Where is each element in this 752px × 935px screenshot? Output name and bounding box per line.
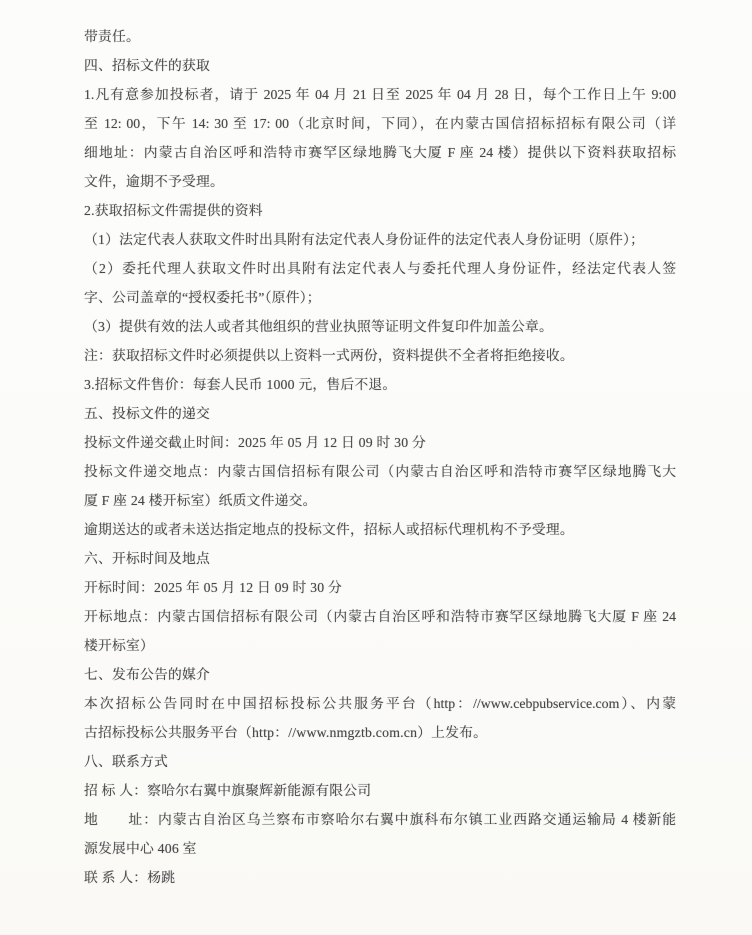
text-line: 古招标投标公共服务平台（http：//www.nmgztb.com.cn）上发布。 bbox=[84, 725, 488, 740]
section-heading: 五、投标文件的递交 bbox=[84, 406, 210, 421]
text-line: 带责任。 bbox=[84, 29, 140, 44]
text-line: 1.凡有意参加投标者，请于 2025 年 04 月 21 日至 2025 年 04 月 28 日，每个工作日上午 9:00 bbox=[84, 87, 676, 102]
text-line: 厦 F 座 24 楼开标室）纸质文件递交。 bbox=[84, 493, 317, 508]
text-line: 细地址：内蒙古自治区呼和浩特市赛罕区绿地腾飞大厦 F 座 24 楼）提供以下资料获取招标 bbox=[84, 145, 676, 160]
text-line: 地 址：内蒙古自治区乌兰察布市察哈尔右翼中旗科布尔镇工业西路交通运输局 4 楼新能 bbox=[84, 812, 676, 827]
text-line: 2.获取招标文件需提供的资料 bbox=[84, 203, 263, 218]
document-body bbox=[84, 22, 676, 892]
text-line: 投标文件递交地点：内蒙古国信招标有限公司（内蒙古自治区呼和浩特市赛罕区绿地腾飞大 bbox=[84, 464, 676, 479]
text-line: 注：获取招标文件时必须提供以上资料一式两份，资料提供不全者将拒绝接收。 bbox=[84, 348, 574, 363]
text-line: 文件，逾期不予受理。 bbox=[84, 174, 224, 189]
section-heading: 六、开标时间及地点 bbox=[84, 551, 210, 566]
text-line: 源发展中心 406 室 bbox=[84, 841, 197, 856]
section-heading: 八、联系方式 bbox=[84, 754, 168, 769]
text-line: 逾期送达的或者未送达指定地点的投标文件，招标人或招标代理机构不予受理。 bbox=[84, 522, 574, 537]
text-line: 楼开标室） bbox=[84, 638, 154, 653]
text-line: 招 标 人：察哈尔右翼中旗聚辉新能源有限公司 bbox=[84, 783, 372, 798]
text-line: （1）法定代表人获取文件时出具附有法定代表人身份证件的法定代表人身份证明（原件）； bbox=[84, 232, 645, 247]
text-line: 投标文件递交截止时间：2025 年 05 月 12 日 09 时 30 分 bbox=[84, 435, 426, 450]
section-heading: 四、招标文件的获取 bbox=[84, 58, 210, 73]
text-line: （3）提供有效的法人或者其他组织的营业执照等证明文件复印件加盖公章。 bbox=[84, 319, 553, 334]
text-line: 字、公司盖章的“授权委托书”（原件）； bbox=[84, 290, 321, 305]
text-line: 联 系 人：杨跳 bbox=[84, 870, 176, 885]
text-line: 3.招标文件售价：每套人民币 1000 元，售后不退。 bbox=[84, 377, 397, 392]
text-line: 开标时间：2025 年 05 月 12 日 09 时 30 分 bbox=[84, 580, 342, 595]
text-line: 本次招标公告同时在中国招标投标公共服务平台（http：//www.cebpubservice.com）、内蒙 bbox=[84, 696, 676, 711]
text-line: （2）委托代理人获取文件时出具附有法定代表人与委托代理人身份证件，经法定代表人签 bbox=[84, 261, 676, 276]
section-heading: 七、发布公告的媒介 bbox=[84, 667, 210, 682]
text-line: 开标地点：内蒙古国信招标有限公司（内蒙古自治区呼和浩特市赛罕区绿地腾飞大厦 F 座 24 bbox=[84, 609, 676, 624]
text-line: 至 12: 00，下午 14: 30 至 17: 00（北京时间，下同），在内蒙古国信招标招标有限公司（详 bbox=[84, 116, 676, 131]
